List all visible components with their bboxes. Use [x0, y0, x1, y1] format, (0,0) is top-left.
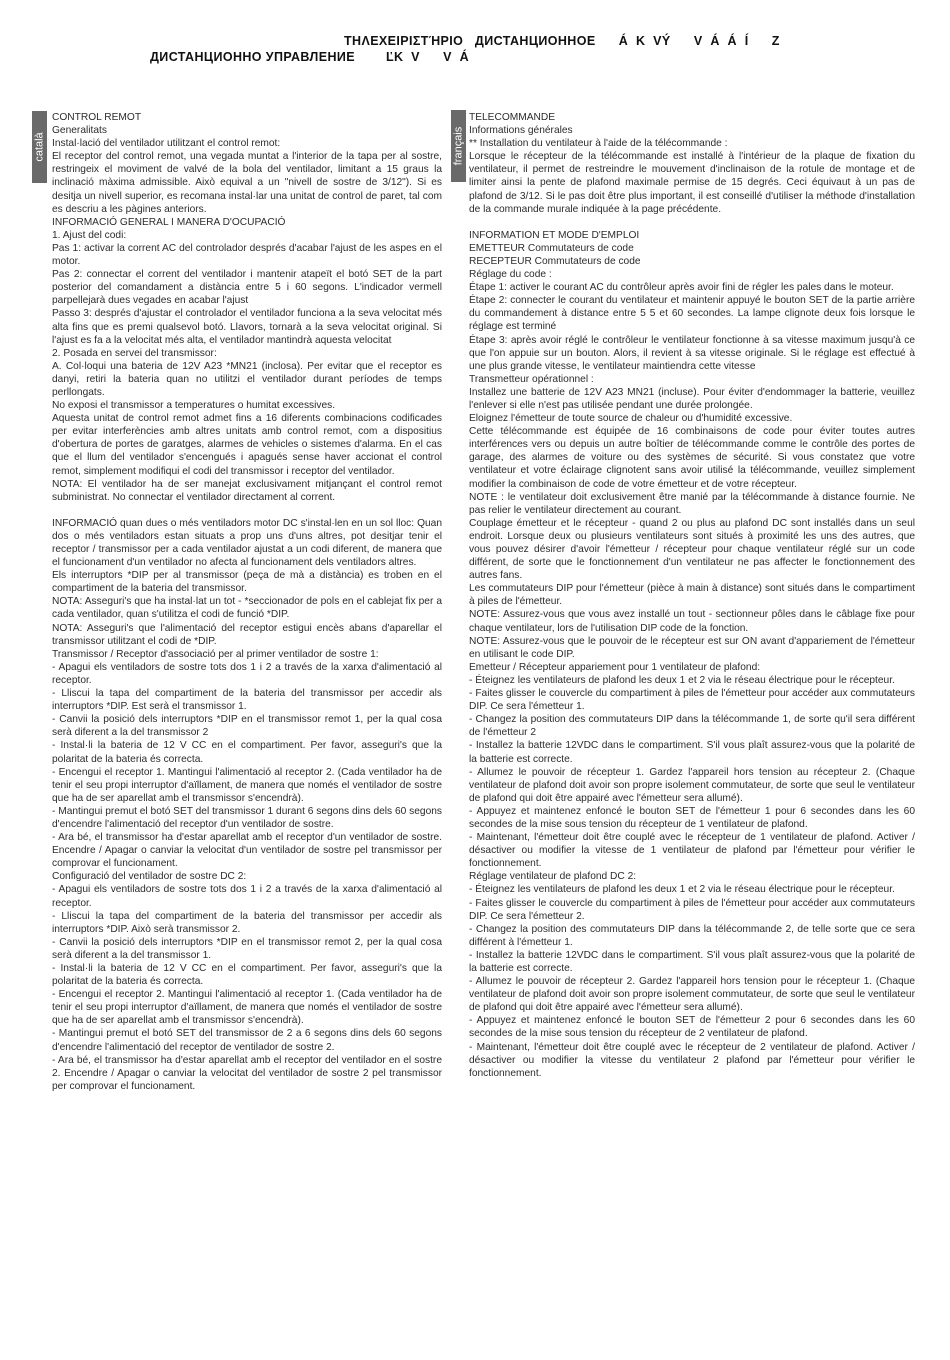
text-paragraph: TELECOMMANDE	[469, 112, 556, 123]
text-paragraph: Aquesta unitat de control remot admet fins a 16 diferents combinacions codificades per evitar interferències amb altres unitats amb control remot, com a dispositius d'obertura de portes de garatges, alarmes de vehicles o sistemes d'alarma. En el cas que el llum del ventilador s'encengués i apagués sense haver accionat el control remot, simplement modifiqui el codi del transmissor i receptor del ventilador.	[52, 413, 442, 477]
text-paragraph: NOTA: Asseguri's que ha instal·lat un tot - *seccionador de pols en el cablejat fix per a cada ventilador, quan s'utilitza el codi de funció *DIP.	[52, 596, 442, 621]
text-paragraph: - Ara bé, el transmissor ha d'estar aparellat amb el receptor d'un ventilador de sostre. Encendre / Apagar o canviar la velocitat d'un ventilador de sostre pel transmissor per comprovar el funcionament.	[52, 832, 442, 870]
text-paragraph: RECEPTEUR Commutateurs de code	[469, 255, 641, 267]
text-paragraph: - Allumez le pouvoir de récepteur 1. Gardez l'appareil hors tension au récepteur 2. (Chaque ventilateur de plafond doit avoir son propre isolement commutateur, de sorte que seul le ventilateur de plafond qui doit être appairé avec l'émetteur sera allumé).	[469, 766, 915, 804]
text-paragraph: - Changez la position des commutateurs DIP dans la télécommande 1, de sorte qu'il sera différent de l'émetteur 2	[469, 714, 915, 739]
text-paragraph: - Canvii la posició dels interruptors *DIP en el transmissor remot 2, per la qual cosa serà diferent a la del transmissor 1.	[52, 936, 442, 961]
text-paragraph: - Ara bé, el transmissor ha d'estar aparellat amb el receptor del ventilador en el sostre 2. Encendre / Apagar o canviar la velocitat del ventilador de sostre 2 pel transmissor per comprovar el funcionament.	[52, 1054, 442, 1092]
text-paragraph: EMETTEUR Commutateurs de code	[469, 242, 634, 254]
text-paragraph: - Éteignez les ventilateurs de plafond les deux 1 et 2 via le réseau électrique pour le récepteur.	[469, 884, 895, 896]
text-paragraph: - Installez la batterie 12VDC dans le compartiment. S'il vous plaît assurez-vous que la polarité de la batterie est correcte.	[469, 949, 915, 974]
text-paragraph: El receptor del control remot, una vegada muntat a l'interior de la tapa per al sostre, restringeix el moviment de valvé de la bola del ventilador, limitant a 15 graus la inclinació màxima admissible. Això equival a un "nivell de sostre de 3/12"). Si es desitja un nivell superior, es recomana instal·lar una unitat de control de paret, tal com es descriu a les pàgines anteriors.	[52, 151, 442, 215]
text-paragraph: CONTROL REMOT	[52, 112, 142, 123]
text-paragraph: - Maintenant, l'émetteur doit être couplé avec le récepteur de 2 ventilateur de plafond. Activer / désactiver ou modifier la vitesse du ventilateur 2 plafond par l'émetteur pour vérifier le fonctionnement.	[469, 1041, 915, 1079]
french-column	[469, 111, 915, 1080]
text-paragraph: NOTE: Assurez-vous que le pouvoir de le récepteur est sur ON avant d'appariement de l'émetteur en utilisant le code DIP.	[469, 635, 915, 660]
text-paragraph: - Allumez le pouvoir de récepteur 2. Gardez l'appareil hors tension pour le récepteur 1. (Chaque ventilateur de plafond doit avoir son propre isolement commutateur, de sorte que seul le ventilateur de plafond qui doit être appairé avec l'émetteur sera allumé).	[469, 976, 915, 1014]
language-tab-french: français	[451, 110, 466, 182]
text-paragraph: Els interruptors *DIP per al transmissor (peça de mà a distància) es troben en el compartiment de la bateria del transmissor.	[52, 570, 442, 595]
text-paragraph: Étape 1: activer le courant AC du contrôleur après avoir fini de régler les pales dans le moteur.	[469, 282, 894, 294]
text-paragraph: NOTE: Assurez-vous que vous avez installé un tout - sectionneur pôles dans le câblage fixe pour chaque ventilateur, lors de l'utilisation DIP code de la fonction.	[469, 609, 915, 634]
text-paragraph: Étape 3: après avoir réglé le contrôleur le ventilateur fonctionne à sa vitesse maximum jusqu'à ce que l'on appuie sur un bouton. Alors, il revient à sa vitesse originale. Si le réglage est effectué à une plus grande vitesse, le ventilateur maintiendra cette vitesse	[469, 334, 915, 372]
text-paragraph: Instal·lació del ventilador utilitzant el control remot:	[52, 138, 281, 150]
text-paragraph: Cette télécommande est équipée de 16 combinaisons de code pour éviter toutes autres interférences vers ou depuis un autre boîtier de télécommande comme le contrôle des portes de garage, des alarmes de voiture ou des systèmes de sécurité. Si vous constatez que votre ventilateur et votre éclairage clignotent sans avoir utilisé la télécommande, veuillez simplement modifier la combinaison de code de votre émetteur et de votre récepteur.	[469, 426, 915, 490]
text-paragraph: Les commutateurs DIP pour l'émetteur (pièce à main à distance) sont situés dans le compartiment à piles de l'émetteur.	[469, 583, 915, 608]
text-paragraph: NOTA: El ventilador ha de ser manejat exclusivament mitjançant el control remot subministrat. No connectar el ventilador directament al corrent.	[52, 478, 442, 503]
text-paragraph: Pas 2: connectar el corrent del ventilador i mantenir atapeït el botó SET de la part posterior del comandament a distància entre 5 i 60 segons. L'indicador vermell parpellejarà dues vegades en acabar l'ajust	[52, 269, 442, 307]
text-paragraph: Installez une batterie de 12V A23 MN21 (incluse). Pour éviter d'endommager la batterie, veuillez l'enlever si elle n'est pas utilisée pendant une durée prolongée.	[469, 386, 915, 411]
text-paragraph: NOTA: Asseguri's que l'alimentació del receptor estigui encès abans d'aparellar el transmissor utilitzant el codi de *DIP.	[52, 622, 442, 647]
text-paragraph: Étape 2: connecter le courant du ventilateur et maintenir appuyé le bouton SET de la partie arrière du commandement à distance entre 5 5 et 60 secondes. La lampe clignote deux fois lorsque le réglage est terminé	[469, 295, 915, 333]
text-paragraph: - Lliscui la tapa del compartiment de la bateria del transmissor per accedir als interruptors *DIP. Est serà el transmissor 1.	[52, 688, 442, 713]
text-paragraph: - Apagui els ventiladors de sostre tots dos 1 i 2 a través de la xarxa d'alimentació al receptor.	[52, 884, 442, 909]
text-paragraph: Réglage du code :	[469, 269, 552, 281]
text-paragraph: NOTE : le ventilateur doit exclusivement être manié par la télécommande à distance fournie. Ne pas relier le ventilateur directement au courant.	[469, 491, 915, 516]
header-line-2: ДИСТАНЦИОННО УПРАВЛЕНИЕ ĽK V V Á	[150, 50, 470, 64]
text-paragraph: Pas 1: activar la corrent AC del controlador després d'acabar l'ajust de les aspes en el motor.	[52, 242, 442, 268]
text-paragraph: - Maintenant, l'émetteur doit être couplé avec le récepteur de 1 ventilateur de plafond. Activer / désactiver ou modifier la vitesse de 1 ventilateur de plafond par l'émetteur pour vérifier le fonctionnement.	[469, 832, 915, 870]
text-paragraph: - Faites glisser le couvercle du compartiment à piles de l'émetteur pour accéder aux commutateurs DIP. Ce sera l'émetteur 2.	[469, 897, 915, 922]
text-paragraph: Transmissor / Receptor d'associació per al primer ventilador de sostre 1:	[52, 648, 379, 660]
text-paragraph: - Mantingui premut el botó SET del transmissor de 2 a 6 segons dins dels 60 segons d'encendre l'alimentació del receptor de ventilador de sostre 2.	[52, 1028, 442, 1053]
text-paragraph: Emetteur / Récepteur appariement pour 1 ventilateur de plafond:	[469, 661, 761, 673]
text-paragraph: - Installez la batterie 12VDC dans le compartiment. S'il vous plaît assurez-vous que la polarité de la batterie est correcte.	[469, 740, 915, 765]
text-paragraph: - Lliscui la tapa del compartiment de la bateria del transmissor per accedir als interruptors *DIP. Això serà transmissor 2.	[52, 910, 442, 935]
text-paragraph: Eloignez l'émetteur de toute source de chaleur ou d'humidité excessive.	[469, 413, 793, 425]
header-line-1: ΤΗΛΕΧΕΙΡΙΣΤΉΡΙΟ ДИСТАНЦИОННОЕ Á K VÝ V Á Á Í Z	[344, 34, 780, 48]
text-paragraph: Réglage ventilateur de plafond DC 2:	[469, 871, 637, 883]
text-paragraph: Passo 3: després d'ajustar el controlador el ventilador funciona a la seva velocitat més alta fins que es premi qualsevol botó. Llavors, tornarà a la seva velocitat original. Si l'ajust es fa a la velocitat més alta, el ventilador mantindrà aquesta velocitat	[52, 308, 442, 346]
text-paragraph: - Encengui el receptor 1. Mantingui l'alimentació al receptor 2. (Cada ventilador ha de tenir el seu propi interruptor d'aïllament, de manera que només el ventilador de sostre que ha de ser aparellat amb el transmissor s'encendrà).	[52, 766, 442, 804]
text-paragraph: A. Col·loqui una bateria de 12V A23 *MN21 (inclosa). Per evitar que el receptor es danyi, retiri la bateria quan no utilitzi el ventilador durant períodes de temps perllongats.	[52, 360, 442, 398]
text-paragraph: - Instal·li la bateria de 12 V CC en el compartiment. Per favor, asseguri's que la polaritat de la bateria és correcta.	[52, 740, 442, 765]
text-paragraph: - Encengui el receptor 2. Mantingui l'alimentació al receptor 1. (Cada ventilador ha de tenir el seu propi interruptor d'aïllament, de manera que només el ventilador de sostre que ha de ser aparellat amb el transmissor s'encendrà).	[52, 989, 442, 1027]
text-paragraph: INFORMATION ET MODE D'EMPLOI	[469, 229, 640, 241]
language-tab-catalan: català	[32, 111, 47, 183]
text-paragraph: 1. Ajust del codi:	[52, 229, 127, 241]
text-paragraph: No exposi el transmissor a temperatures o humitat excessives.	[52, 400, 336, 412]
text-paragraph: - Appuyez et maintenez enfoncé le bouton SET de l'émetteur 2 pour 6 secondes dans les 60 secondes de la mise sous tension du récepteur de 2 ventilateur de plafond.	[469, 1015, 915, 1040]
text-paragraph: Configuració del ventilador de sostre DC 2:	[52, 871, 247, 883]
text-paragraph: Couplage émetteur et le récepteur - quand 2 ou plus au plafond DC sont installés dans un seul endroit. Lorsque deux ou plusieurs ventilateurs sont situés à proximité les uns des autres, que vous pouvez désirer d'avoir l'émetteur / récepteur pour chaque ventilateur réglé sur un code différent, de sorte que le fonctionnement d'un ventilateur ne pas affecter le fonctionnement des autres fans.	[469, 517, 915, 582]
text-paragraph: - Apagui els ventiladors de sostre tots dos 1 i 2 a través de la xarxa d'alimentació al receptor.	[52, 661, 442, 686]
text-paragraph: - Changez la position des commutateurs DIP dans la télécommande 2, de telle sorte que ce sera différent à l'émetteur 1.	[469, 923, 915, 948]
text-paragraph: - Appuyez et maintenez enfoncé le bouton SET de l'émetteur 1 pour 6 secondes dans les 60 secondes de la mise sous tension du récepteur de 1 ventilateur de plafond.	[469, 805, 915, 830]
paragraph-gap	[469, 216, 915, 229]
text-paragraph: Informations générales	[469, 125, 573, 137]
catalan-column	[52, 111, 442, 1093]
text-paragraph: INFORMACIÓ quan dues o més ventiladors motor DC s'instal·len en un sol lloc: Quan dos o més ventiladors estan situats a prop uns d'uns altres, pot desitjar tenir el receptor / transmissor per a cada ventilador ajustat a un codi diferent, de manera que el funcionament d'un ventilador no afecta al funcionament dels ventiladors altres.	[52, 517, 442, 569]
text-paragraph: ** Installation du ventilateur à l'aide de la télécommande :	[469, 138, 728, 150]
text-paragraph: Transmetteur opérationnel :	[469, 373, 594, 385]
text-paragraph: - Éteignez les ventilateurs de plafond les deux 1 et 2 via le réseau électrique pour le récepteur.	[469, 674, 895, 686]
paragraph-gap	[52, 504, 442, 517]
text-paragraph: - Mantingui premut el botó SET del transmissor 1 durant 6 segons dins dels 60 segons d'encendre l'alimentació del receptor d'un ventilador de sostre.	[52, 805, 442, 830]
text-paragraph: - Instal·li la bateria de 12 V CC en el compartiment. Per favor, asseguri's que la polaritat de la bateria és correcta.	[52, 963, 442, 988]
text-paragraph: - Faites glisser le couvercle du compartiment à piles de l'émetteur pour accéder aux commutateurs DIP. Ce sera l'émetteur 1.	[469, 688, 915, 713]
text-paragraph: Lorsque le récepteur de la télécommande est installé à l'intérieur de la plaque de fixation du ventilateur, il permet de restreindre le mouvement d'inclinaison de la rotule de montage et de limiter ainsi la pente de plafond maximale permise de 15 degrés. Ceci équivaut à un pas de plafond de 3/12. Si le pas doit être plus important, il est conseillé d'utiliser la méthode d'installation de la commande murale indiquée à la page précédente.	[469, 151, 915, 215]
text-paragraph: Generalitats	[52, 125, 107, 137]
text-paragraph: - Canvii la posició dels interruptors *DIP en el transmissor remot 1, per la qual cosa serà diferent a la del transmissor 2	[52, 714, 442, 739]
text-paragraph: 2. Posada en servei del transmissor:	[52, 347, 217, 359]
text-paragraph: INFORMACIÓ GENERAL I MANERA D'OCUPACIÓ	[52, 216, 286, 228]
